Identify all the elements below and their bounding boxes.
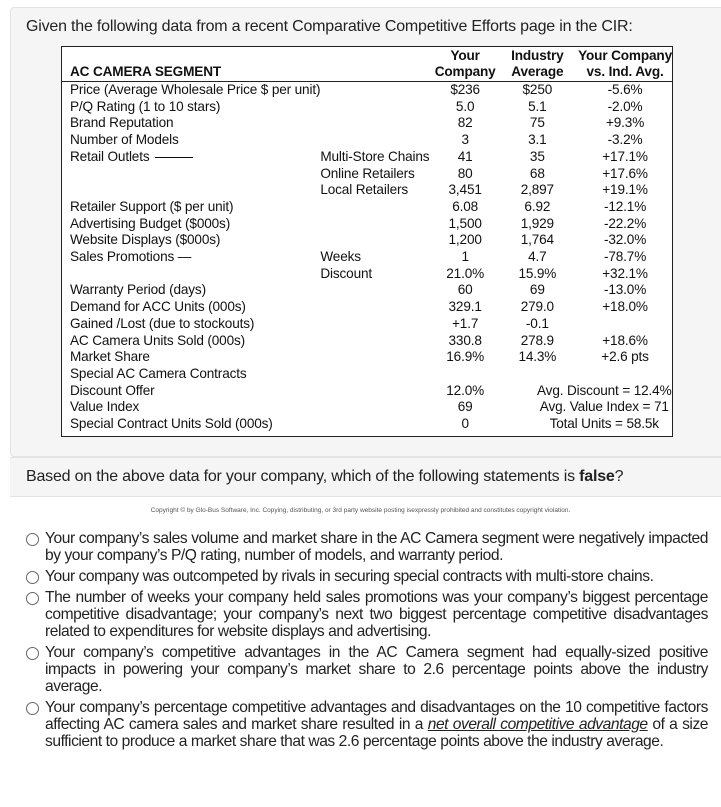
table-header-row xyxy=(62,47,672,82)
row-sublabel xyxy=(320,82,433,99)
industry-average-value: 15.9% xyxy=(518,265,557,281)
industry-note: Avg. Discount = 12.4% xyxy=(537,382,672,398)
row-sublabel: Multi-Store Chains xyxy=(320,148,430,164)
row-label: Special Contract Units Sold (000s) xyxy=(70,416,273,432)
vs-industry-value: -2.0% xyxy=(607,98,643,114)
table-row xyxy=(62,266,672,283)
row-sublabel xyxy=(320,232,433,249)
industry-average-value: 69 xyxy=(529,282,545,298)
industry-average-value: 4.7 xyxy=(528,249,547,265)
vs-industry-value: -5.6% xyxy=(607,82,643,97)
row-label: Discount Offer xyxy=(70,382,155,398)
row-label: Warranty Period (days) xyxy=(70,282,206,298)
radio-button[interactable] xyxy=(26,702,39,715)
row-label: Brand Reputation xyxy=(70,115,174,131)
industry-average-value: 75 xyxy=(529,115,545,131)
table-row xyxy=(62,282,672,299)
row-sublabel xyxy=(320,115,433,132)
row-sublabel: Discount xyxy=(320,265,373,281)
row-label: AC Camera Units Sold (000s) xyxy=(70,332,245,348)
row-label: P/Q Rating (1 to 10 stars) xyxy=(70,98,221,114)
industry-average-value: 35 xyxy=(529,148,545,164)
vs-industry-value: +9.3% xyxy=(605,115,645,131)
your-company-value: 1,200 xyxy=(448,232,482,248)
industry-average-value: 278.9 xyxy=(520,332,554,348)
row-label: Number of Models xyxy=(70,132,179,148)
table-row xyxy=(62,333,672,350)
vs-industry-value: +19.1% xyxy=(602,182,648,198)
table-row xyxy=(62,166,672,183)
your-company-value: 1,500 xyxy=(448,215,482,231)
row-label: Demand for ACC Units (000s) xyxy=(70,299,246,315)
industry-average-value: 5.1 xyxy=(528,98,547,114)
industry-note: Total Units = 58.5k xyxy=(549,416,659,432)
table-row xyxy=(62,132,672,149)
table-row xyxy=(62,232,672,249)
row-sublabel xyxy=(320,316,433,333)
your-company-value: 12.0% xyxy=(446,382,485,398)
your-company-value: 69 xyxy=(457,399,473,415)
row-sublabel: Online Retailers xyxy=(320,165,415,181)
table-row xyxy=(62,99,672,116)
table-row xyxy=(62,149,672,166)
answer-option-1[interactable]: Your company’s sales volume and market share in the AC Camera segment were negatively impacted by your company’s P/Q rating, number of models, and warranty period. xyxy=(24,530,708,564)
vs-industry-value: -78.7% xyxy=(603,249,647,265)
your-company-value: 6.08 xyxy=(452,198,479,214)
industry-average-value: 14.3% xyxy=(518,349,557,365)
question-text: Based on the above data for your company, which of the following statements is false? xyxy=(26,468,624,485)
table-row xyxy=(62,199,672,216)
your-company-value: 80 xyxy=(457,165,473,181)
table-row xyxy=(62,249,672,266)
header-vs-industry: Your Company vs. Ind. Avg. xyxy=(578,48,672,79)
industry-average-value: 279.0 xyxy=(520,299,554,315)
industry-average-value: 6.92 xyxy=(524,198,551,214)
vs-industry-value: +32.1% xyxy=(602,265,648,281)
radio-button[interactable] xyxy=(26,592,39,605)
row-sublabel xyxy=(320,199,433,216)
table-row xyxy=(62,82,672,99)
industry-average-value: 1,764 xyxy=(520,232,554,248)
your-company-value: +1.7 xyxy=(452,315,479,331)
table-row xyxy=(62,216,672,233)
row-sublabel xyxy=(320,132,433,149)
comparative-efforts-table xyxy=(61,46,673,437)
row-sublabel xyxy=(320,216,433,233)
emphasized-phrase: net overall competitive advantage xyxy=(427,716,648,733)
answer-options xyxy=(24,530,708,754)
vs-industry-value: +2.6 pts xyxy=(601,349,649,365)
intro-text: Given the following data from a recent Comparative Competitive Efforts page in the CIR: xyxy=(26,18,633,35)
row-label: Sales Promotions — xyxy=(70,249,192,265)
answer-option-4[interactable]: Your company’s competitive advantages in the AC Camera segment had equally-sized positive impacts in powering your company’s market share to 2.6 percentage points above the industry average. xyxy=(24,644,708,695)
row-sublabel: Weeks xyxy=(320,249,361,265)
vs-industry-value: -32.0% xyxy=(603,232,647,248)
header-your-company: Your Company xyxy=(434,48,496,79)
radio-button[interactable] xyxy=(26,571,39,584)
your-company-value: 16.9% xyxy=(446,349,485,365)
row-label xyxy=(62,266,320,283)
row-label xyxy=(62,182,320,199)
table-row xyxy=(62,416,672,433)
vs-industry-value: +17.6% xyxy=(602,165,648,181)
row-label: Price (Average Wholesale Price $ per unit) xyxy=(70,82,321,97)
answer-option-2[interactable]: Your company was outcompeted by rivals in securing special contracts with multi-store chains. xyxy=(24,568,708,585)
row-label: Value Index xyxy=(70,399,140,415)
your-company-value: 329.1 xyxy=(448,299,482,315)
your-company-value: 5.0 xyxy=(455,98,475,114)
table-row xyxy=(62,366,672,383)
your-company-value: 3 xyxy=(461,132,469,148)
table-row xyxy=(62,383,672,400)
industry-average-value: 68 xyxy=(529,165,545,181)
your-company-value: $236 xyxy=(450,82,480,97)
industry-average-value: 2,897 xyxy=(520,182,554,198)
row-sublabel: Local Retailers xyxy=(320,182,409,198)
row-sublabel xyxy=(320,299,433,316)
industry-average-value: 1,929 xyxy=(520,215,554,231)
your-company-value: 0 xyxy=(461,416,469,432)
answer-option-5[interactable]: Your company’s percentage competitive advantages and disadvantages on the 10 competitive factors affecting AC camera sales and market share resulted in a net overall competitive advantage of a size sufficient to produce a market share that was 2.6 percentage points above the industry average. xyxy=(24,699,708,750)
vs-industry-value: +18.6% xyxy=(602,332,648,348)
vs-industry-value: -22.2% xyxy=(603,215,647,231)
row-label: Market Share xyxy=(70,349,150,365)
header-segment: AC CAMERA SEGMENT xyxy=(70,64,222,79)
row-sublabel xyxy=(320,99,433,116)
header-industry-average: Industry Average xyxy=(511,48,564,79)
table-row xyxy=(62,299,672,316)
row-label: Retailer Support ($ per unit) xyxy=(70,198,234,214)
table-row xyxy=(62,349,672,366)
radio-button[interactable] xyxy=(26,533,39,546)
row-label: Gained /Lost (due to stockouts) xyxy=(70,315,255,331)
industry-average-value: 3.1 xyxy=(528,132,547,148)
row-label: Advertising Budget ($000s) xyxy=(70,215,231,231)
vs-industry-value: +18.0% xyxy=(602,299,648,315)
vs-industry-value: -3.2% xyxy=(607,132,643,148)
special-contracts-title: Special AC Camera Contracts xyxy=(70,365,247,381)
row-sublabel xyxy=(320,282,433,299)
your-company-value: 3,451 xyxy=(448,182,482,198)
row-label xyxy=(62,166,320,183)
vs-industry-value xyxy=(578,316,672,333)
row-label: Retail Outlets xyxy=(62,149,320,166)
your-company-value: 1 xyxy=(461,249,469,265)
answer-option-3[interactable]: The number of weeks your company held sales promotions was your company’s biggest percentage competitive disadvantage; your company’s next two biggest percentage competitive disadvantages related to expenditures for website displays and advertising. xyxy=(24,589,708,640)
vs-industry-value: +17.1% xyxy=(602,148,648,164)
table-row xyxy=(62,115,672,132)
your-company-value: 82 xyxy=(457,115,473,131)
industry-note: Avg. Value Index = 71 xyxy=(539,399,669,415)
your-company-value: 41 xyxy=(457,148,473,164)
row-sublabel xyxy=(320,349,433,366)
table-row xyxy=(62,316,672,333)
your-company-value: 60 xyxy=(457,282,473,298)
industry-average-value: -0.1 xyxy=(525,315,549,331)
radio-button[interactable] xyxy=(26,647,39,660)
copyright-notice: Copyright © by Glo-Bus Software, Inc. Copying, distributing, or 3rd party website posting isexpressly prohibited and constitutes copyright violation. xyxy=(150,507,571,514)
row-sublabel xyxy=(320,333,433,350)
table-row xyxy=(62,182,672,199)
industry-average-value: $250 xyxy=(522,82,553,97)
row-label: Website Displays ($000s) xyxy=(70,232,221,248)
vs-industry-value: -12.1% xyxy=(603,198,647,214)
your-company-value: 21.0% xyxy=(446,265,485,281)
your-company-value: 330.8 xyxy=(448,332,482,348)
bracket-line xyxy=(155,157,193,158)
vs-industry-value: -13.0% xyxy=(603,282,647,298)
table-row xyxy=(62,399,672,416)
